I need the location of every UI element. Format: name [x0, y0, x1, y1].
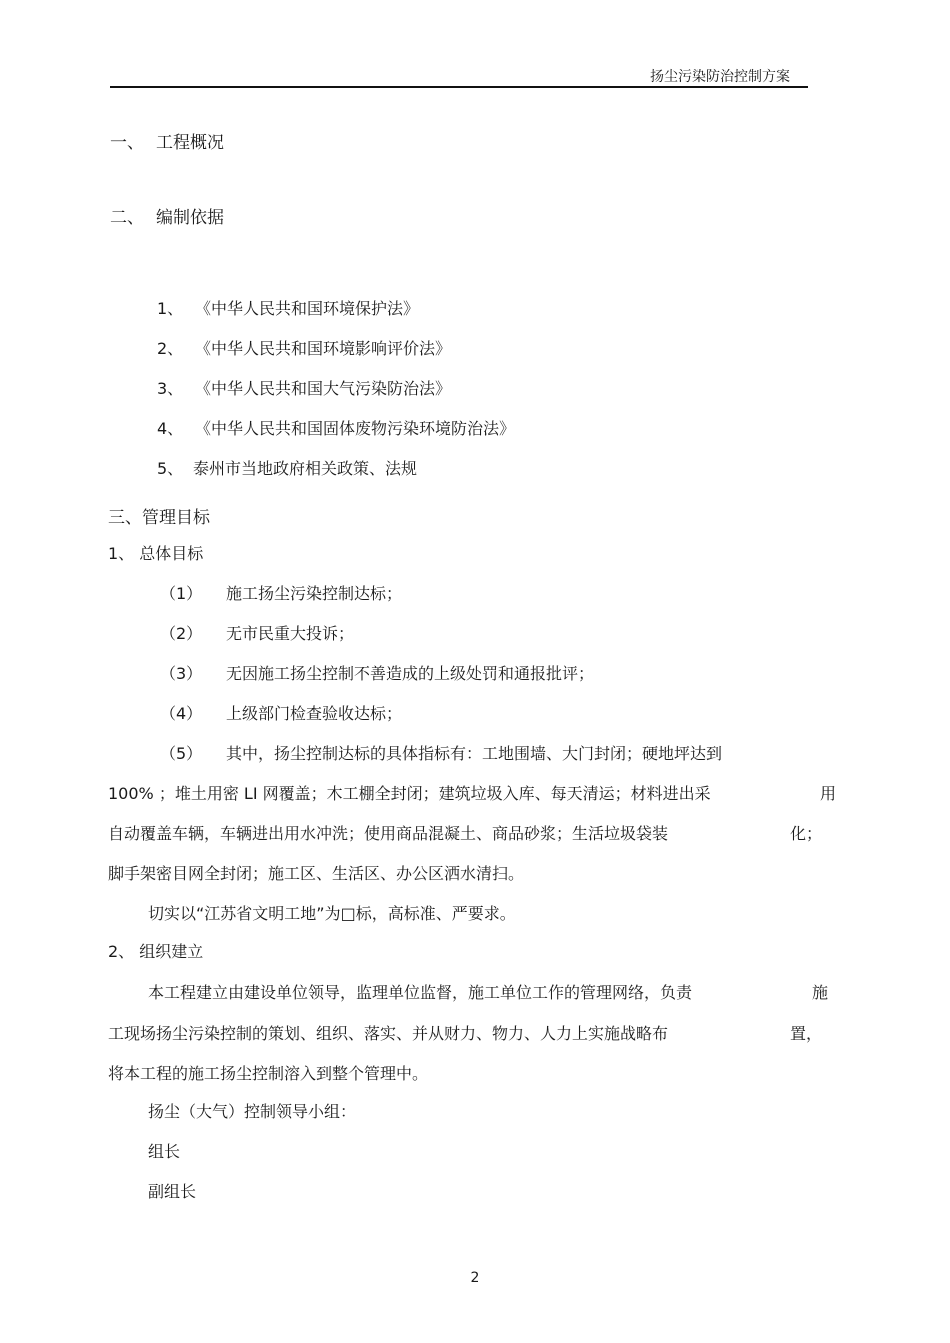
- goal-number: （2）: [160, 624, 203, 643]
- section-number: 一、: [110, 133, 144, 153]
- paragraph-line-tail: 化；: [790, 824, 823, 843]
- section-heading-1: [110, 128, 224, 153]
- list-number: 5、: [157, 459, 184, 478]
- paragraph-line: 工现场扬尘污染控制的策划、组织、落实、并从财力、物力、人力上实施战略布: [108, 1024, 669, 1043]
- goal-item: [160, 741, 722, 764]
- paragraph-line: 脚手架密目网全封闭；施工区、生活区、办公区洒水清扫。: [108, 864, 525, 883]
- goal-text: 上级部门检查验收达标；: [226, 704, 403, 723]
- leader-label: 组长: [148, 1142, 181, 1161]
- list-text: 泰州市当地政府相关政策、法规: [193, 459, 418, 478]
- deputy-leader-label: 副组长: [148, 1182, 197, 1201]
- paragraph-line: 100% ；堆土用密 LI 网覆盖；木工棚全封闭；建筑垃圾入库、每天清运；材料进出采: [108, 784, 711, 803]
- list-number: 1、: [157, 299, 184, 318]
- goal-item: [160, 581, 402, 604]
- goal-text: 施工扬尘污染控制达标；: [226, 584, 403, 603]
- list-text: 《中华人民共和国环境影响评价法》: [195, 339, 452, 358]
- subsection-heading-goals: 1、 总体目标: [108, 544, 204, 563]
- list-item: [157, 416, 515, 439]
- list-item: [157, 296, 419, 319]
- section-title: 编制依据: [156, 208, 224, 228]
- list-number: 2、: [157, 339, 184, 358]
- list-text: 《中华人民共和国环境保护法》: [195, 299, 420, 318]
- list-item: [157, 336, 451, 359]
- goal-text: 无因施工扬尘控制不善造成的上级处罚和通报批评；: [226, 664, 595, 683]
- goal-number: （5）: [160, 744, 203, 763]
- goal-number: （1）: [160, 584, 203, 603]
- goal-number: （3）: [160, 664, 203, 683]
- goal-text: 无市民重大投诉；: [226, 624, 355, 643]
- section-heading-2: [110, 203, 224, 228]
- list-number: 4、: [157, 419, 184, 438]
- list-item: [157, 376, 451, 399]
- paragraph-line: 将本工程的施工扬尘控制溶入到整个管理中。: [108, 1064, 429, 1083]
- goal-number: （4）: [160, 704, 203, 723]
- paragraph-line: 自动覆盖车辆，车辆进出用水冲洗；使用商品混凝土、商品砂浆；生活垃圾袋装: [108, 824, 669, 843]
- subsection-heading-org: 2、 组织建立: [108, 942, 204, 961]
- goal-item: [160, 661, 594, 684]
- goal-item: [160, 701, 402, 724]
- standard-statement: 切实以“江苏省文明工地”为□标，高标准、严要求。: [148, 904, 516, 923]
- paragraph-line-tail: 置，: [790, 1024, 823, 1043]
- list-text: 《中华人民共和国固体废物污染环境防治法》: [195, 419, 516, 438]
- section-title: 工程概况: [156, 133, 224, 153]
- goal-item: [160, 621, 354, 644]
- paragraph-line-tail: 用: [820, 784, 837, 803]
- section-number: 二、: [110, 208, 144, 228]
- list-number: 3、: [157, 379, 184, 398]
- goal-text: 其中，扬尘控制达标的具体指标有：工地围墙、大门封闭；硬地坪达到: [226, 744, 723, 763]
- paragraph-line: 本工程建立由建设单位领导，监理单位监督，施工单位工作的管理网络，负责: [148, 983, 693, 1002]
- list-item: [157, 456, 417, 479]
- list-text: 《中华人民共和国大气污染防治法》: [195, 379, 452, 398]
- header-rule: [110, 86, 808, 88]
- running-header-title: 扬尘污染防治控制方案: [650, 69, 790, 85]
- section-heading-3: 三、管理目标: [108, 508, 210, 528]
- paragraph-line-tail: 施: [812, 983, 829, 1002]
- page-number: 2: [470, 1270, 480, 1286]
- group-title: 扬尘（大气）控制领导小组：: [148, 1102, 357, 1121]
